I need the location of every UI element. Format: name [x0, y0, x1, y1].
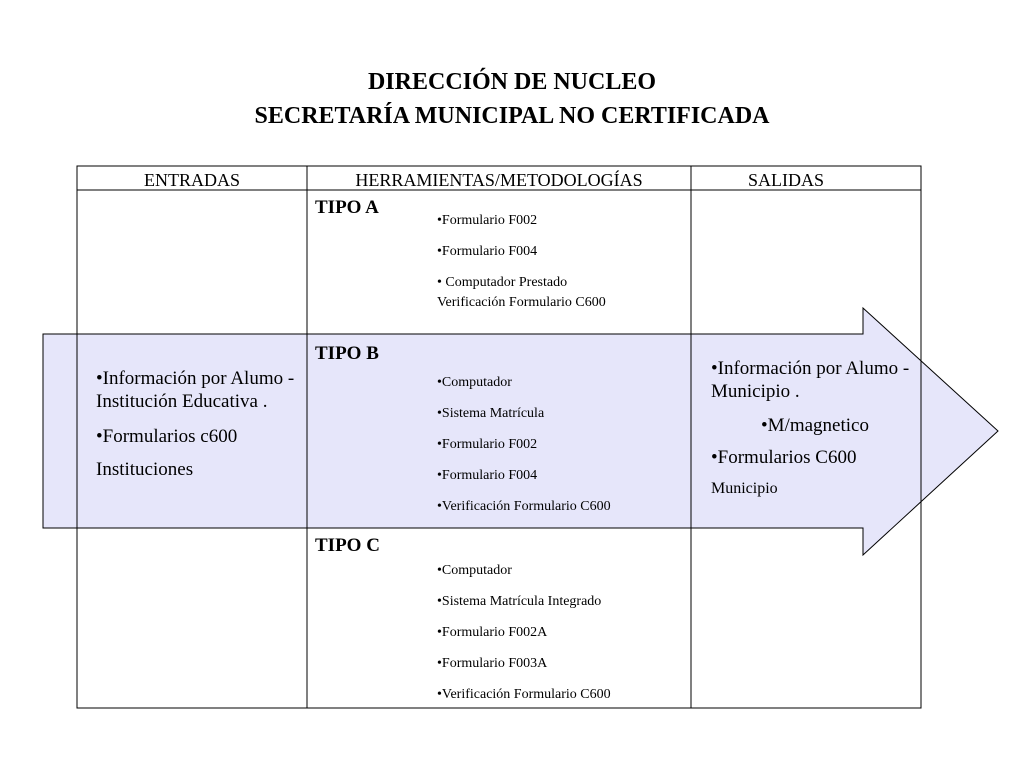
- entradas-content: [96, 367, 296, 493]
- salidas-item: •Información por Alumo - Municipio .: [711, 358, 910, 402]
- page-title: DIRECCIÓN DE NUCLEO: [367, 69, 657, 95]
- salidas-item: •Formularios C600: [711, 447, 857, 468]
- salidas-item: •M/magnetico: [761, 415, 869, 436]
- list-item: •Computador: [437, 563, 512, 578]
- list-item: •Formulario F003A: [437, 656, 548, 671]
- salidas-item: Municipio: [711, 480, 778, 497]
- tipo-b-label: TIPO B: [315, 343, 379, 364]
- header-herramientas: HERRAMIENTAS/METODOLOGÍAS: [355, 170, 643, 190]
- list-item: •Formulario F002A: [437, 625, 548, 640]
- salidas-content: [711, 357, 921, 500]
- entradas-item: •Información por Alumo - Institución Educativa .: [96, 368, 295, 412]
- list-item: Verificación Formulario C600: [437, 295, 606, 310]
- page-subtitle: SECRETARÍA MUNICIPAL NO CERTIFICADA: [254, 103, 770, 129]
- list-item: •Formulario F004: [437, 468, 538, 483]
- list-item: • Computador Prestado: [437, 275, 568, 290]
- tipo-a-list: [437, 213, 606, 326]
- list-item: •Sistema Matrícula: [437, 406, 545, 421]
- list-item: •Formulario F002: [437, 437, 538, 452]
- entradas-item: •Formularios c600: [96, 426, 238, 447]
- list-item: •Formulario F004: [437, 244, 538, 259]
- header-salidas: SALIDAS: [747, 170, 824, 190]
- tipo-b-list: [437, 375, 611, 530]
- list-item: •Verificación Formulario C600: [437, 687, 611, 702]
- tipo-c-list: [437, 563, 611, 718]
- header-entradas: ENTRADAS: [143, 170, 240, 190]
- tipo-c-label: TIPO C: [315, 535, 380, 556]
- tipo-a-label: TIPO A: [315, 197, 379, 218]
- list-item: •Verificación Formulario C600: [437, 499, 611, 514]
- list-item: •Sistema Matrícula Integrado: [437, 594, 602, 609]
- list-item: •Computador: [437, 375, 512, 390]
- list-item: •Formulario F002: [437, 213, 538, 228]
- entradas-item: Instituciones: [96, 459, 194, 480]
